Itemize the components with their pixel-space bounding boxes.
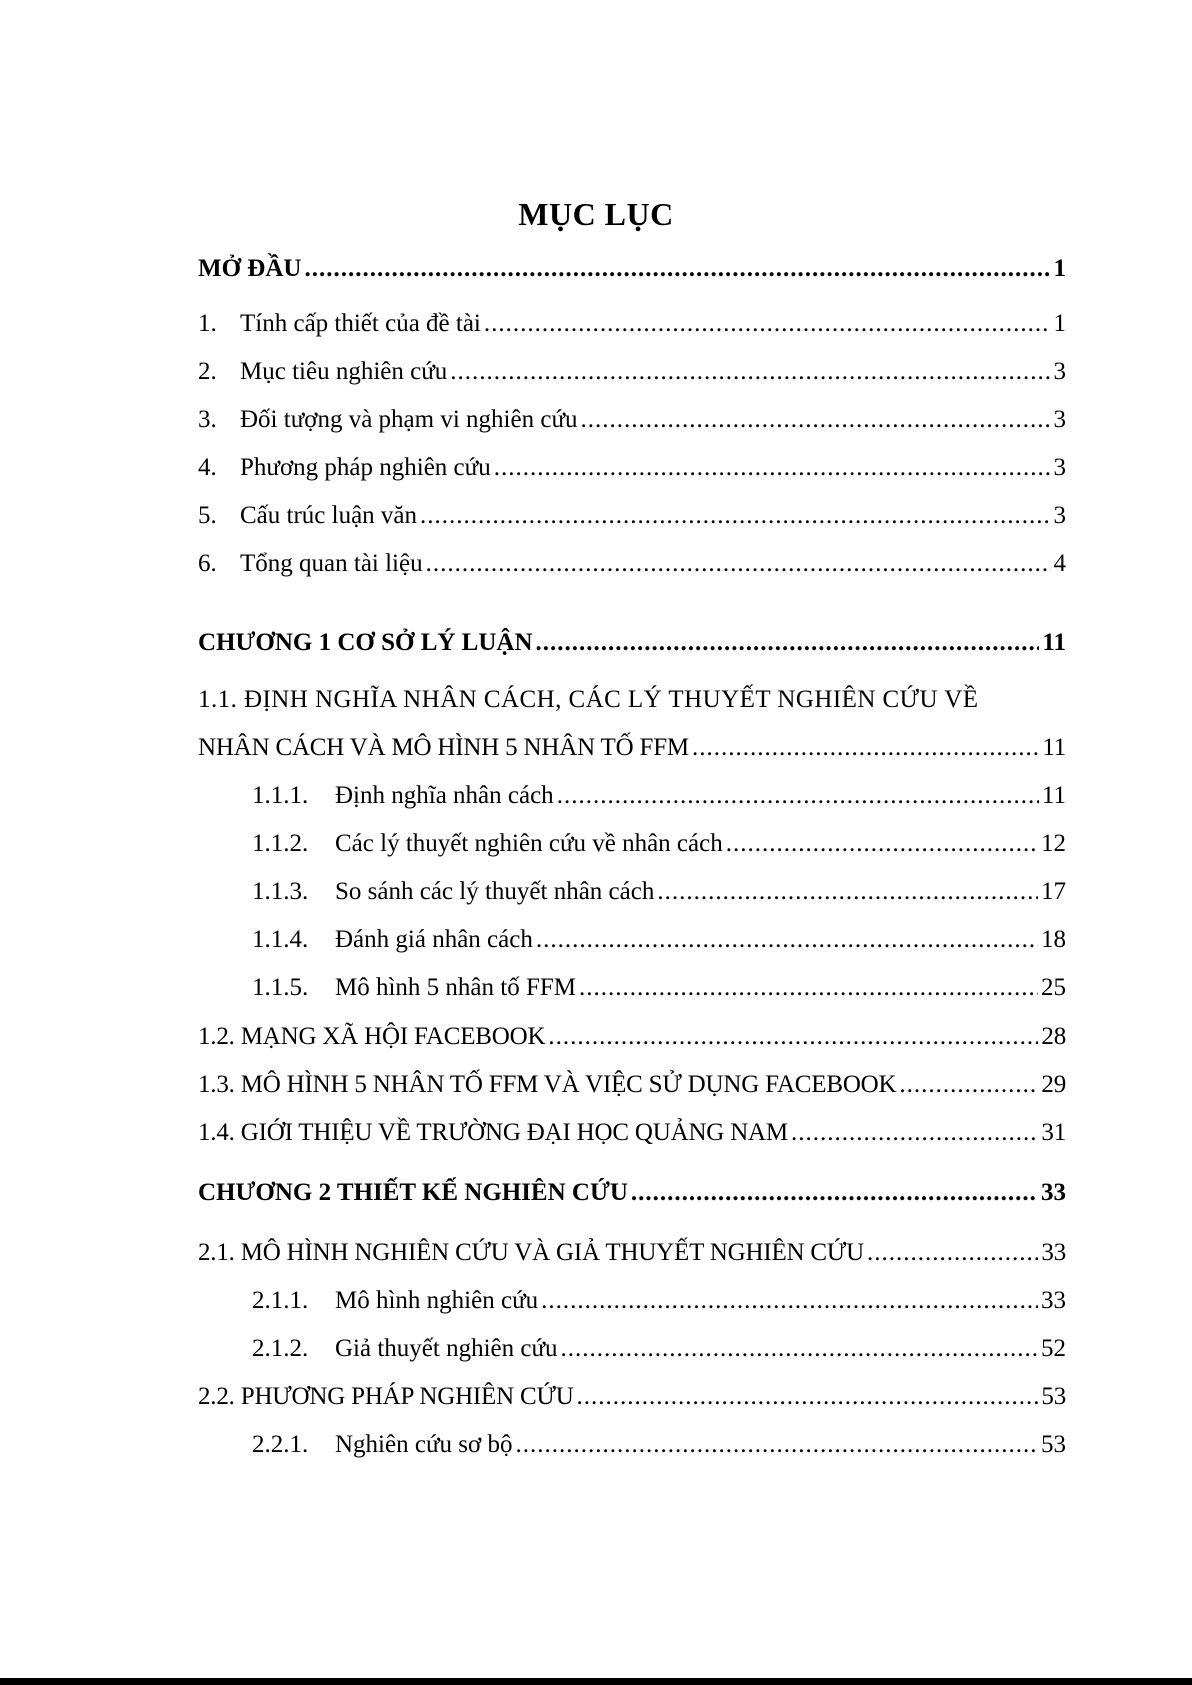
toc-entry-text: 1.1. ĐỊNH NGHĨA NHÂN CÁCH, CÁC LÝ THUYẾT NGHIÊN CỨU VỀ [198,686,979,713]
toc-page-number: 53 [1041,1431,1066,1458]
toc-entry-text: MỞ ĐẦU [198,255,302,282]
toc-page-number: 11 [1042,734,1066,761]
dot-leader [899,1070,1038,1100]
dot-leader [536,925,1038,955]
dot-leader [450,357,1050,387]
toc-entry-number: 5. [198,502,217,529]
toc-entry-intro[interactable] [198,250,1066,284]
toc-entry-text: Mục tiêu nghiên cứu [240,358,448,385]
toc-page-number: 25 [1041,974,1066,1001]
toc-entry-text: Đánh giá nhân cách [335,926,533,953]
toc-entry-number: 1. [198,310,217,337]
toc-entry-subsection[interactable] [252,969,1066,1003]
dot-leader [484,309,1051,339]
toc-entry[interactable] [198,305,1066,339]
toc-page-number: 52 [1041,1335,1066,1362]
toc-entry-section[interactable] [198,1114,1066,1148]
toc-page-number: 3 [1053,502,1066,529]
toc-page-number: 18 [1041,926,1066,953]
toc-entry-section-1-1-line1[interactable] [198,681,1066,715]
toc-entry[interactable] [198,449,1066,483]
toc-entry-number: 3. [198,406,217,433]
toc-page-number: 11 [1041,782,1066,809]
dot-leader [726,829,1038,859]
toc-entry-subsection[interactable] [252,1426,1066,1460]
toc-entry-text: Cấu trúc luận văn [240,502,418,529]
toc-entry-text: Mô hình nghiên cứu [335,1287,539,1314]
toc-entry[interactable] [198,401,1066,435]
toc-entry-number: 1.1.1. [252,782,309,809]
toc-entry-text: So sánh các lý thuyết nhân cách [335,878,655,905]
toc-entry[interactable] [198,353,1066,387]
toc-page-number: 1 [1053,255,1066,282]
toc-entry-section[interactable] [198,1018,1066,1052]
dot-leader [494,453,1051,483]
dot-leader [631,1178,1038,1208]
dot-leader [557,781,1039,811]
toc-entry[interactable] [198,497,1066,531]
toc-entry-text: CHƯƠNG 2 THIẾT KẾ NGHIÊN CỨU [198,1179,628,1206]
toc-entry-text: Tổng quan tài liệu [240,550,423,577]
toc-entry[interactable] [198,545,1066,579]
toc-page-number: 3 [1053,454,1066,481]
toc-entry-text: CHƯƠNG 1 CƠ SỞ LÝ LUẬN [198,629,533,656]
toc-entry-text: Đối tượng và phạm vi nghiên cứu [240,406,578,433]
dot-leader [536,628,1040,658]
toc-entry-number: 1.1.2. [252,830,309,857]
page-bottom-edge [0,1678,1192,1685]
dot-leader [579,973,1038,1003]
toc-page-number: 28 [1041,1023,1066,1050]
toc-page-number: 29 [1041,1071,1066,1098]
toc-entry-text: Nghiên cứu sơ bộ [335,1431,513,1458]
toc-entry-text: 2.1. MÔ HÌNH NGHIÊN CỨU VÀ GIẢ THUYẾT NGHIÊN CỨU [198,1239,864,1266]
toc-page-number: 31 [1041,1119,1066,1146]
toc-entry-subsection[interactable] [252,1330,1066,1364]
page-title: MỤC LỤC [518,196,674,232]
toc-entry-chapter-1[interactable] [198,624,1066,658]
toc-entry-text: 1.2. MẠNG XÃ HỘI FACEBOOK [198,1023,546,1050]
toc-page-number: 4 [1053,550,1066,577]
toc-entry-number: 1.1.4. [252,926,309,953]
toc-entry-text: Các lý thuyết nghiên cứu về nhân cách [335,830,723,857]
toc-page-number: 12 [1041,830,1066,857]
dot-leader [420,501,1050,531]
toc-entry-number: 2.2.1. [252,1431,309,1458]
toc-entry-chapter-2[interactable] [198,1174,1066,1208]
toc-entry-text: Tính cấp thiết của đề tài [240,310,481,337]
toc-entry-text: Mô hình 5 nhân tố FFM [335,974,577,1001]
toc-entry-number: 2.1.1. [252,1287,309,1314]
toc-entry-subsection[interactable] [252,873,1066,907]
dot-leader [791,1118,1038,1148]
toc-entry-text: 2.2. PHƯƠNG PHÁP NGHIÊN CỨU [198,1383,574,1410]
toc-entry-text: Định nghĩa nhân cách [335,782,554,809]
toc-entry-subsection[interactable] [252,777,1066,811]
toc-entry-section[interactable] [198,1066,1066,1100]
toc-entry-text: Phương pháp nghiên cứu [240,454,491,481]
toc-page-number: 33 [1041,1239,1066,1266]
toc-entry-section-1-1-line2[interactable] [198,729,1066,763]
dot-leader [426,549,1051,579]
toc-page-number: 11 [1042,629,1066,656]
dot-leader [548,1022,1038,1052]
dot-leader [561,1334,1038,1364]
toc-page-number: 3 [1053,358,1066,385]
dot-leader [692,733,1039,763]
dot-leader [581,405,1051,435]
toc-entry-subsection[interactable] [252,1282,1066,1316]
toc-entry-number: 6. [198,550,217,577]
dot-leader [657,877,1038,907]
toc-entry-section[interactable] [198,1234,1066,1268]
toc-entry-number: 1.1.5. [252,974,309,1001]
toc-entry-subsection[interactable] [252,921,1066,955]
toc-entry-text: Giả thuyết nghiên cứu [335,1335,558,1362]
toc-page-number: 3 [1053,406,1066,433]
dot-leader [304,254,1050,284]
toc-page-number: 1 [1053,310,1066,337]
dot-leader [515,1430,1038,1460]
dot-leader [867,1238,1038,1268]
toc-page-number: 17 [1041,878,1066,905]
toc-entry-number: 2. [198,358,217,385]
toc-entry-text: 1.4. GIỚI THIỆU VỀ TRƯỜNG ĐẠI HỌC QUẢNG NAM [198,1119,788,1146]
toc-entry-text: 1.3. MÔ HÌNH 5 NHÂN TỐ FFM VÀ VIỆC SỬ DỤNG FACEBOOK [198,1071,897,1098]
toc-entry-text: NHÂN CÁCH VÀ MÔ HÌNH 5 NHÂN TỐ FFM [198,734,689,761]
toc-page-number: 53 [1041,1383,1066,1410]
dot-leader [577,1382,1039,1412]
toc-entry-subsection[interactable] [252,825,1066,859]
toc-entry-number: 4. [198,454,217,481]
toc-entry-number: 2.1.2. [252,1335,309,1362]
toc-entry-number: 1.1.3. [252,878,309,905]
toc-page-number: 33 [1041,1287,1066,1314]
dot-leader [541,1286,1038,1316]
toc-page-number: 33 [1041,1179,1066,1206]
toc-entry-section[interactable] [198,1378,1066,1412]
